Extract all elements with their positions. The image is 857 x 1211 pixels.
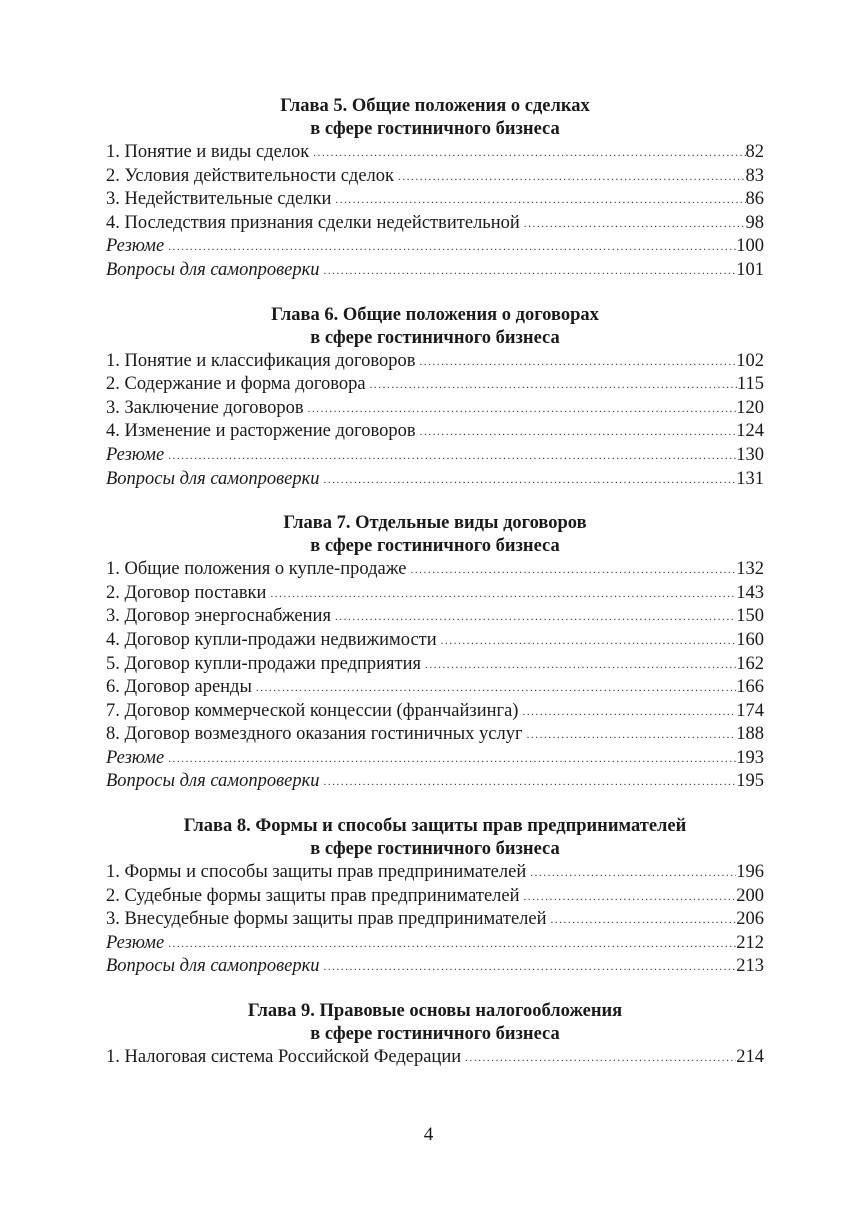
page-number: 4 <box>423 1124 434 1145</box>
toc-entry-page: 102 <box>736 350 764 371</box>
toc-entry-label: Вопросы для самопроверки <box>106 259 320 280</box>
chapter-title <box>106 304 764 350</box>
toc-entry[interactable] <box>106 723 764 747</box>
toc-entry-label: 2. Судебные формы защиты прав предпринимателей <box>106 885 520 906</box>
chapter-title-line-1: Глава 5. Общие положения о сделках <box>280 96 590 116</box>
chapter-title-line-2: в сфере гостиничного бизнеса <box>310 1024 560 1045</box>
dot-leader <box>168 748 736 772</box>
toc-entry-label: 3. Договор энергоснабжения <box>106 606 331 627</box>
toc-entry[interactable] <box>106 165 764 189</box>
dot-leader <box>425 654 736 678</box>
toc-entry-label: 3. Заключение договоров <box>106 397 304 418</box>
dot-leader <box>551 909 737 933</box>
toc-entry-page: 206 <box>736 909 764 930</box>
toc-entry-page: 200 <box>736 885 764 906</box>
toc-entry-label: 1. Формы и способы защиты прав предпринимателей <box>106 862 527 883</box>
toc-entry-label: 6. Договор аренды <box>106 677 252 698</box>
toc-entry-label: Вопросы для самопроверки <box>106 956 320 977</box>
table-of-contents <box>106 95 764 1091</box>
chapter-title-line-1: Глава 6. Общие положения о договорах <box>271 304 599 325</box>
toc-entry-label: Вопросы для самопроверки <box>106 468 320 489</box>
toc-entry-page: 82 <box>745 142 764 162</box>
toc-entry-page: 86 <box>745 189 764 210</box>
toc-entry[interactable] <box>106 373 764 397</box>
dot-leader <box>398 166 746 190</box>
toc-entry-page: 120 <box>736 397 764 418</box>
toc-entry-page: 100 <box>736 236 764 257</box>
chapter-title <box>106 95 764 141</box>
toc-entry[interactable] <box>106 397 764 421</box>
toc-entry-label: 2. Условия действительности сделок <box>106 165 394 186</box>
dot-leader <box>308 398 737 422</box>
toc-entry-label: Резюме <box>106 932 165 953</box>
dot-leader <box>530 862 736 886</box>
toc-entry-page: 83 <box>745 165 764 186</box>
toc-entry[interactable] <box>106 188 764 212</box>
toc-entry-page: 150 <box>736 606 764 627</box>
toc-entry-page: 98 <box>745 212 764 233</box>
chapter-5 <box>106 95 764 283</box>
toc-entry[interactable] <box>106 420 764 444</box>
toc-entry-label: 5. Договор купли-продажи предприятия <box>106 653 422 674</box>
toc-entry-page: 212 <box>736 932 764 953</box>
toc-entry[interactable] <box>106 605 764 629</box>
toc-entry-page: 143 <box>736 582 764 603</box>
toc-entry-questions[interactable] <box>106 770 764 794</box>
toc-entry[interactable] <box>106 629 764 653</box>
dot-leader <box>420 421 737 445</box>
chapter-8 <box>106 815 764 979</box>
dot-leader <box>522 701 736 725</box>
toc-entry-label: 3. Недействительные сделки <box>106 189 332 210</box>
toc-entry-label: Резюме <box>106 444 165 465</box>
dot-leader <box>441 630 737 654</box>
dot-leader <box>168 933 736 957</box>
dot-leader <box>335 606 736 630</box>
toc-entry-label: Резюме <box>106 747 165 768</box>
toc-entry-page: 188 <box>736 724 764 745</box>
toc-entry-label: 4. Договор купли-продажи недвижимости <box>106 629 437 650</box>
toc-entry-summary[interactable] <box>106 932 764 956</box>
toc-entry-page: 160 <box>736 629 764 650</box>
toc-entry-summary[interactable] <box>106 444 764 468</box>
toc-entry-page: 213 <box>736 956 764 977</box>
toc-entry-summary[interactable] <box>106 747 764 771</box>
dot-leader <box>324 956 737 980</box>
toc-entry[interactable] <box>106 908 764 932</box>
toc-entry-questions[interactable] <box>106 955 764 979</box>
toc-entry-page: 131 <box>736 468 764 489</box>
toc-entry-page: 174 <box>736 700 764 721</box>
dot-leader <box>335 189 745 213</box>
chapter-title-line-2: в сфере гостиничного бизнеса <box>310 119 560 139</box>
dot-leader <box>524 886 737 910</box>
dot-leader <box>270 583 736 607</box>
toc-entry-page: 101 <box>736 259 764 280</box>
dot-leader <box>256 677 736 701</box>
dot-leader <box>324 469 737 493</box>
toc-entry[interactable] <box>106 141 764 165</box>
toc-entry[interactable] <box>106 212 764 236</box>
toc-entry[interactable] <box>106 700 764 724</box>
toc-entry[interactable] <box>106 1046 764 1070</box>
toc-entry-page: 132 <box>736 559 764 580</box>
dot-leader <box>324 771 737 795</box>
toc-entry-page: 124 <box>736 421 764 442</box>
dot-leader <box>370 374 737 398</box>
toc-entry[interactable] <box>106 558 764 582</box>
toc-entry[interactable] <box>106 861 764 885</box>
toc-entry-label: 1. Понятие и классификация договоров <box>106 350 416 371</box>
toc-entry[interactable] <box>106 676 764 700</box>
toc-entry[interactable] <box>106 653 764 677</box>
toc-entry-page: 196 <box>736 862 764 883</box>
toc-entry-page: 195 <box>736 771 764 792</box>
toc-entry-label: 4. Изменение и расторжение договоров <box>106 421 416 442</box>
toc-entry-page: 214 <box>736 1047 764 1068</box>
dot-leader <box>313 142 745 166</box>
toc-entry-label: Вопросы для самопроверки <box>106 771 320 792</box>
dot-leader <box>168 445 736 469</box>
toc-entry[interactable] <box>106 350 764 374</box>
dot-leader <box>465 1047 736 1071</box>
toc-entry-label: 8. Договор возмездного оказания гостиничных услуг <box>106 724 523 745</box>
chapter-title-line-1: Глава 7. Отдельные виды договоров <box>283 513 587 534</box>
toc-entry-label: 7. Договор коммерческой концессии (франчайзинга) <box>106 700 519 721</box>
toc-entry-page: 130 <box>736 444 764 465</box>
dot-leader <box>324 260 737 284</box>
chapter-title-line-2: в сфере гостиничного бизнеса <box>310 327 560 348</box>
chapter-7 <box>106 512 764 794</box>
dot-leader <box>168 236 736 260</box>
toc-entry-label: 2. Содержание и форма договора <box>106 374 366 395</box>
dot-leader <box>524 213 746 237</box>
toc-entry-page: 162 <box>736 653 764 674</box>
chapter-6 <box>106 304 764 492</box>
toc-entry-summary[interactable] <box>106 235 764 259</box>
toc-entry[interactable] <box>106 885 764 909</box>
chapter-title-line-2: в сфере гостиничного бизнеса <box>310 536 560 557</box>
toc-entry-label: 1. Общие положения о купле-продаже <box>106 559 407 580</box>
dot-leader <box>410 559 736 583</box>
toc-entry-questions[interactable] <box>106 259 764 283</box>
toc-entry-page: 115 <box>736 374 764 395</box>
dot-leader <box>527 724 737 748</box>
toc-entry-questions[interactable] <box>106 468 764 492</box>
chapter-title <box>106 1000 764 1046</box>
toc-entry-label: 3. Внесудебные формы защиты прав предпринимателей <box>106 909 547 930</box>
chapter-title-line-1: Глава 8. Формы и способы защиты прав предпринимателей <box>183 816 687 837</box>
toc-entry-label: 1. Понятие и виды сделок <box>106 142 310 162</box>
chapter-9 <box>106 1000 764 1070</box>
chapter-title-line-2: в сфере гостиничного бизнеса <box>310 839 560 860</box>
chapter-title <box>106 512 764 558</box>
chapter-title <box>106 815 764 861</box>
toc-entry-label: 2. Договор поставки <box>106 582 267 603</box>
toc-entry[interactable] <box>106 582 764 606</box>
dot-leader <box>420 351 737 375</box>
chapter-title-line-1: Глава 9. Правовые основы налогообложения <box>247 1001 623 1022</box>
toc-entry-page: 166 <box>736 677 764 698</box>
toc-entry-label: 1. Налоговая система Российской Федерации <box>106 1047 462 1068</box>
toc-entry-label: Резюме <box>106 236 165 257</box>
toc-entry-page: 193 <box>736 747 764 768</box>
toc-entry-label: 4. Последствия признания сделки недействительной <box>106 212 520 233</box>
